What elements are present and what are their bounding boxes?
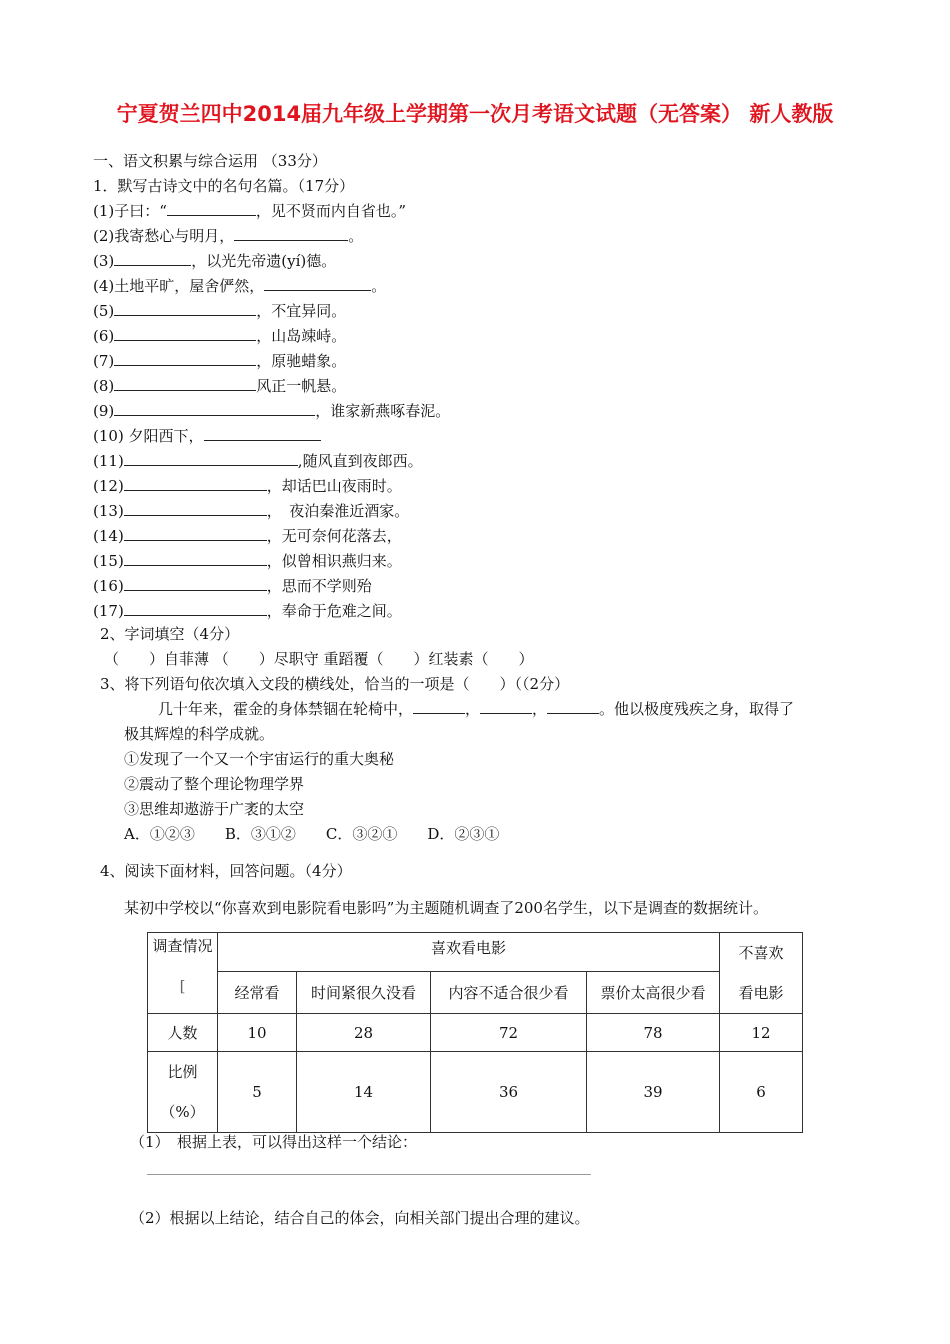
answer-blank[interactable] — [114, 401, 315, 416]
question-1-heading: 1．默写古诗文中的名句名篇。（17分） — [93, 177, 355, 195]
question-2-line: （ ）自菲薄 （ ）尽职守 重蹈覆（ ）红装素（ ） — [104, 650, 534, 668]
answer-blank[interactable] — [124, 501, 267, 516]
question-4-intro: 某初中学校以“你喜欢到电影院看电影吗”为主题随机调查了200名学生，以下是调查的数据统计。 — [124, 899, 768, 917]
item-suffix: ，思而不学则殆 — [266, 577, 372, 595]
answer-blank[interactable] — [124, 476, 267, 491]
item-suffix: ，见不贤而内自省也。” — [255, 202, 407, 220]
option-c: C．③②① — [325, 825, 398, 843]
para-text: 。他以极度残疾之身，取得了 — [599, 700, 795, 718]
row-label — [148, 1052, 218, 1133]
item-suffix: ，似曾相识燕归来。 — [266, 552, 402, 570]
item-suffix: ,随风直到夜郎西。 — [297, 452, 423, 470]
cell: 39 — [587, 1052, 720, 1133]
fill-in-item — [93, 576, 372, 596]
item-prefix: (7) — [93, 352, 115, 370]
fill-in-item — [93, 226, 363, 246]
answer-blank[interactable] — [264, 276, 371, 291]
cell: 36 — [431, 1052, 587, 1133]
section-heading: 一、语文积累与综合运用 （33分） — [93, 152, 327, 170]
item-suffix: ，却话巴山夜雨时。 — [266, 477, 402, 495]
answer-blank[interactable] — [234, 226, 348, 241]
answer-blank[interactable] — [114, 376, 256, 391]
item-prefix: (5) — [93, 302, 115, 320]
col-header: 经常看 — [218, 972, 297, 1014]
item-prefix: (12) — [93, 477, 124, 495]
corner-label: 调查情况 — [152, 937, 213, 955]
col-header: 票价太高很少看 — [587, 972, 720, 1014]
like-header: 喜欢看电影 — [218, 933, 720, 972]
answer-blank[interactable] — [114, 351, 256, 366]
fill-in-item — [93, 351, 346, 371]
answer-blank[interactable] — [204, 426, 321, 441]
fill-in-item — [93, 501, 409, 521]
answer-blank[interactable] — [124, 576, 267, 591]
cell: 12 — [720, 1014, 803, 1052]
item-suffix: 。 — [371, 277, 387, 295]
fill-in-item — [93, 426, 321, 446]
item-prefix: (10) 夕阳西下， — [93, 427, 204, 445]
item-prefix: (11) — [93, 452, 124, 470]
item-suffix: ，谁家新燕啄春泥。 — [315, 402, 451, 420]
item-suffix: ，奉命于危难之间。 — [266, 602, 402, 620]
item-prefix: (15) — [93, 552, 124, 570]
question-3-heading: 3、将下列语句依次填入文段的横线处，恰当的一项是（ ）（（2分） — [100, 675, 570, 693]
item-prefix: (4)土地平旷，屋舍俨然， — [93, 277, 265, 295]
cell: 72 — [431, 1014, 587, 1052]
answer-blank[interactable] — [124, 451, 298, 466]
answer-blank[interactable] — [114, 251, 191, 266]
question-3-paragraph: 几十年来，霍金的身体禁锢在轮椅中， ， ， 。他以极度残疾之身，取得了 — [158, 700, 795, 718]
answer-line[interactable] — [147, 1174, 591, 1175]
item-prefix: (2)我寄愁心与明月， — [93, 227, 235, 245]
item-suffix: ，原驰蜡象。 — [256, 352, 347, 370]
cell: 78 — [587, 1014, 720, 1052]
dislike-line2: 看电影 — [738, 984, 784, 1002]
answer-blank[interactable] — [114, 326, 256, 341]
item-suffix: 风正一帆悬。 — [256, 377, 347, 395]
corner-cell — [148, 933, 218, 1014]
answer-blank[interactable] — [124, 551, 267, 566]
fill-in-item — [93, 201, 406, 221]
sentence-3: ③思维却遨游于广袤的太空 — [124, 800, 305, 818]
item-prefix: (13) — [93, 502, 124, 520]
question-3-paragraph-cont: 极其辉煌的科学成就。 — [124, 725, 275, 743]
cell: 10 — [218, 1014, 297, 1052]
fill-in-item — [93, 601, 402, 621]
option-b: B．③①② — [224, 825, 296, 843]
fill-in-item — [93, 526, 402, 546]
page-title: 宁夏贺兰四中2014届九年级上学期第一次月考语文试题（无答案） 新人教版 — [116, 102, 834, 126]
fill-in-item — [93, 376, 346, 396]
item-prefix: (3) — [93, 252, 115, 270]
item-suffix: ，以光先帝遗(yí)德。 — [191, 252, 337, 270]
fill-in-item — [93, 326, 346, 346]
answer-blank[interactable] — [167, 201, 256, 216]
item-prefix: (17) — [93, 602, 124, 620]
fill-in-item — [93, 301, 346, 321]
item-suffix: 。 — [348, 227, 364, 245]
fill-in-item — [93, 401, 450, 421]
option-d: D．②③① — [427, 825, 500, 843]
corner-mark: [ — [179, 977, 186, 995]
para-text: 几十年来，霍金的身体禁锢在轮椅中， — [158, 700, 414, 718]
sentence-1: ①发现了一个又一个宇宙运行的重大奥秘 — [124, 750, 395, 768]
col-header: 内容不适合很少看 — [431, 972, 587, 1014]
cell: 28 — [297, 1014, 431, 1052]
options — [124, 824, 499, 844]
item-prefix: (16) — [93, 577, 124, 595]
answer-blank[interactable] — [124, 526, 267, 541]
cell: 6 — [720, 1052, 803, 1133]
sub-question-1: （1） 根据上表，可以得出这样一个结论： — [130, 1133, 418, 1151]
item-suffix: ，无可奈何花落去， — [266, 527, 402, 545]
item-prefix: (8) — [93, 377, 115, 395]
row-label-line2: （%） — [160, 1103, 205, 1121]
item-prefix: (1)子曰：“ — [93, 202, 167, 220]
answer-blank[interactable] — [114, 301, 256, 316]
answer-blank[interactable] — [124, 601, 267, 616]
fill-in-item — [93, 451, 423, 471]
item-suffix: ，山岛竦峙。 — [256, 327, 347, 345]
item-prefix: (9) — [93, 402, 115, 420]
question-4-heading: 4、阅读下面材料，回答问题。（4分） — [100, 862, 352, 880]
fill-in-item — [93, 551, 402, 571]
cell: 14 — [297, 1052, 431, 1133]
survey-table — [147, 932, 803, 1133]
blank — [413, 699, 465, 714]
blank — [480, 699, 532, 714]
sentence-2: ②震动了整个理论物理学界 — [124, 775, 305, 793]
item-prefix: (6) — [93, 327, 115, 345]
blank — [547, 699, 599, 714]
item-suffix: ， 夜泊秦淮近酒家。 — [266, 502, 410, 520]
row-label: 人数 — [148, 1014, 218, 1052]
fill-in-item — [93, 276, 386, 296]
option-a: A．①②③ — [124, 825, 195, 843]
col-header: 时间紧很久没看 — [297, 972, 431, 1014]
cell: 5 — [218, 1052, 297, 1133]
item-prefix: (14) — [93, 527, 124, 545]
fill-in-item — [93, 251, 336, 271]
question-2-heading: 2、字词填空（4分） — [100, 625, 240, 643]
fill-in-item — [93, 476, 402, 496]
row-label-line1: 比例 — [167, 1063, 198, 1081]
dislike-header — [720, 933, 803, 1014]
dislike-line1: 不喜欢 — [738, 944, 784, 962]
sub-question-2: （2）根据以上结论，结合自己的体会，向相关部门提出合理的建议。 — [130, 1209, 590, 1227]
item-suffix: ，不宜异同。 — [256, 302, 347, 320]
